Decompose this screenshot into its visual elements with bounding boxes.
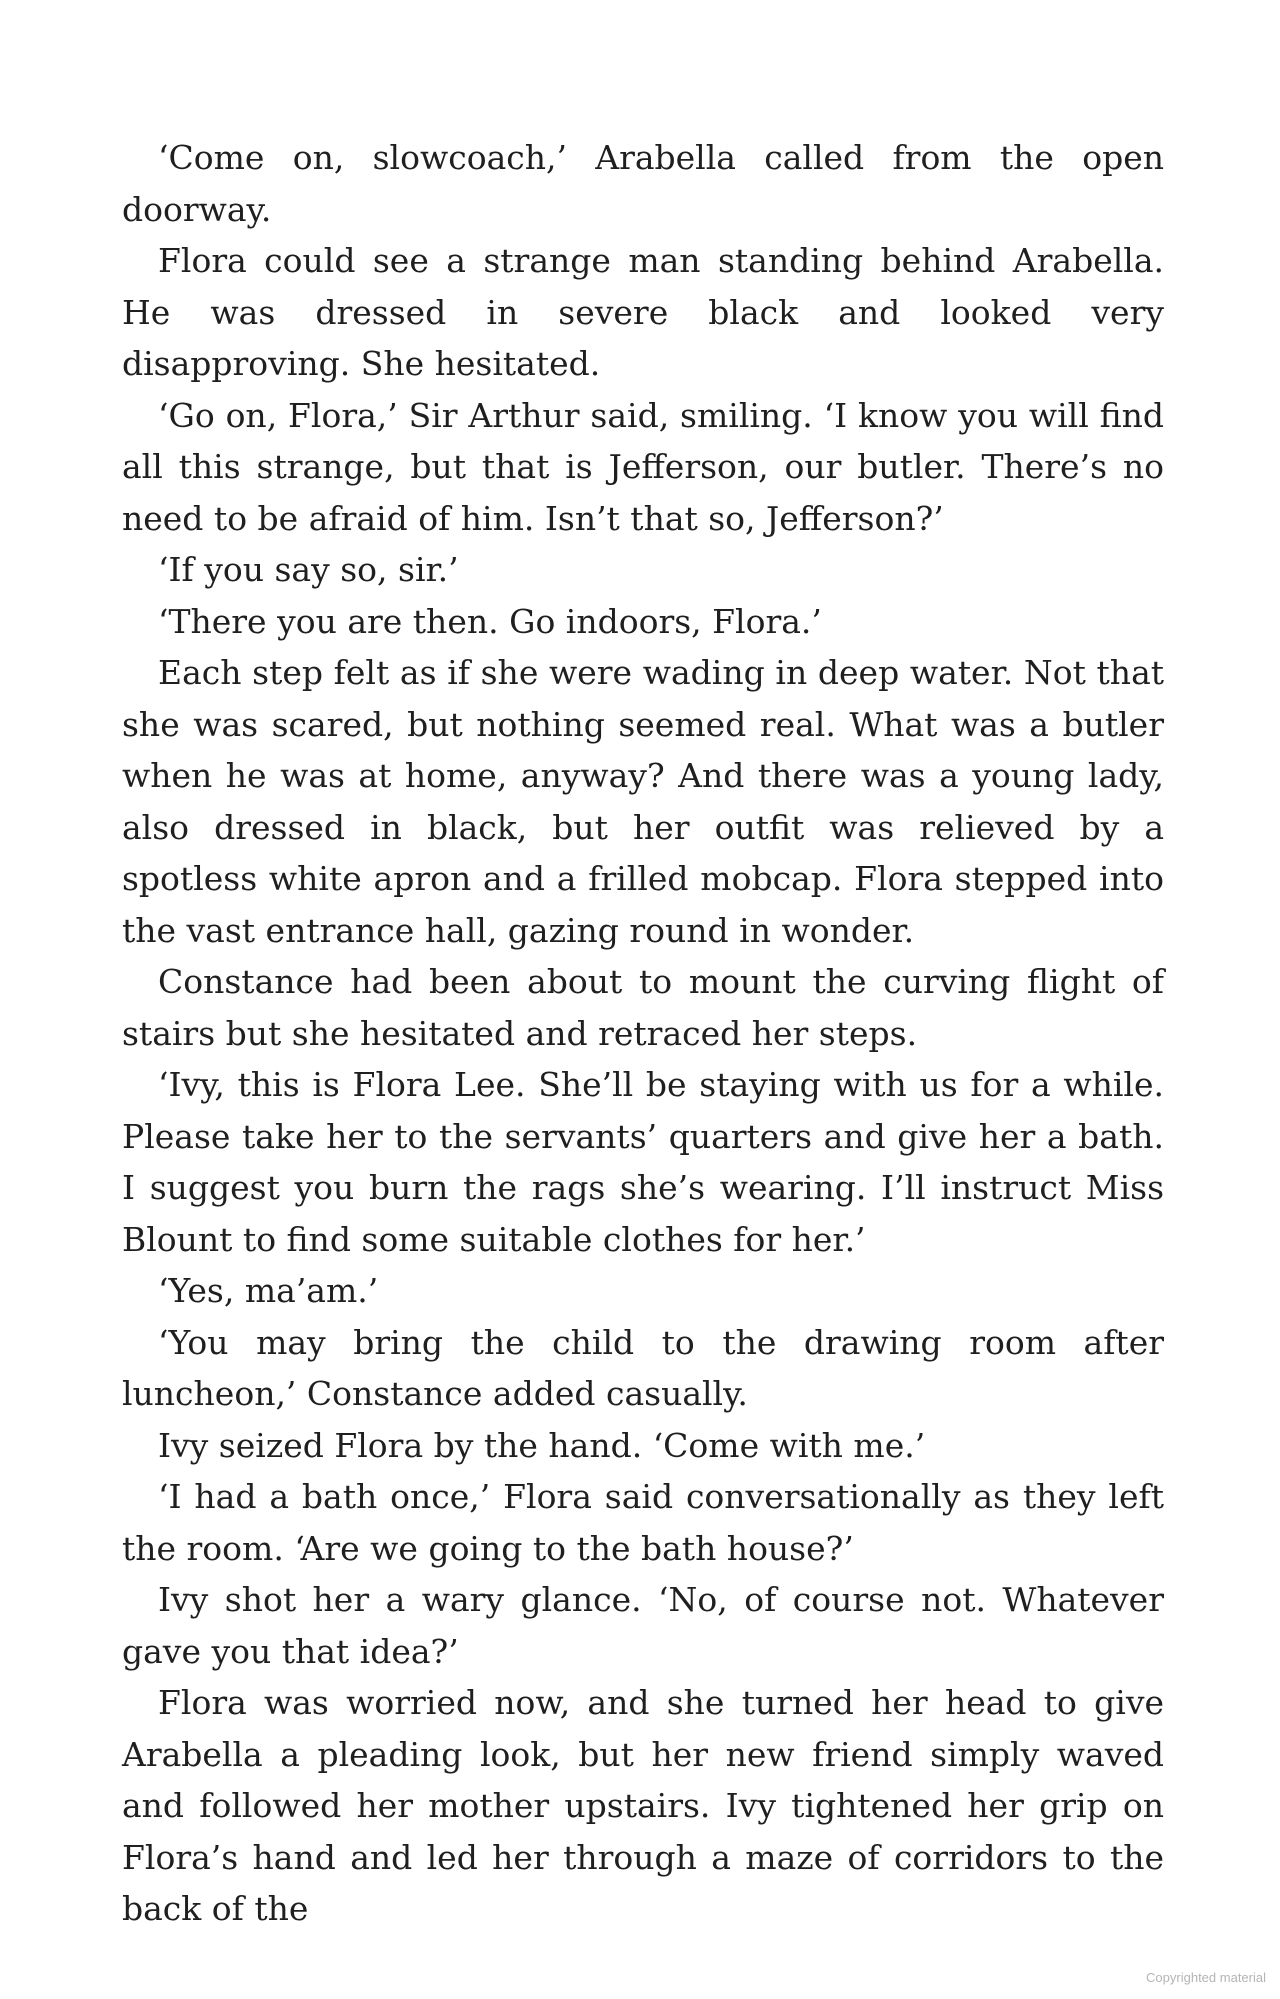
paragraph: ‘Go on, Flora,’ Sir Arthur said, smiling. ‘I know you will find all this strange, but that is Jefferson, our butler. There’s no need to be afraid of him. Isn’t that so, Jefferson?’ <box>122 395 1164 538</box>
paragraph: ‘There you are then. Go indoors, Flora.’ <box>158 601 822 641</box>
paragraph: Ivy seized Flora by the hand. ‘Come with me.’ <box>158 1425 926 1465</box>
paragraph: ‘I had a bath once,’ Flora said conversationally as they left the room. ‘Are we going to the bath house?’ <box>122 1477 1164 1568</box>
paragraph: ‘Ivy, this is Flora Lee. She’ll be staying with us for a while. Please take her to the servants’ quarters and give her a bath. I suggest you burn the rags she’s wearing. I’ll instruct Miss Blount to find some suitable clothes for her.’ <box>122 1065 1164 1259</box>
paragraph: Each step felt as if she were wading in deep water. Not that she was scared, but nothing seemed real. What was a butler when he was at home, anyway? And there was a young lady, also dressed in black, but her outfit was relieved by a spotless white apron and a frilled mobcap. Flora stepped into the vast entrance hall, gazing round in wonder. <box>122 653 1164 950</box>
book-page <box>122 132 1164 1935</box>
paragraph: ‘You may bring the child to the drawing room after luncheon,’ Constance added casually. <box>122 1322 1164 1413</box>
paragraph: Flora could see a strange man standing behind Arabella. He was dressed in severe black and looked very disapproving. She hesitated. <box>122 241 1164 383</box>
paragraph: ‘If you say so, sir.’ <box>158 550 459 589</box>
paragraph: Ivy shot her a wary glance. ‘No, of course not. Whatever gave you that idea?’ <box>122 1580 1164 1671</box>
paragraph: Flora was worried now, and she turned her head to give Arabella a pleading look, but her new friend simply waved and followed her mother upstairs. Ivy tightened her grip on Flora’s hand and led her through a maze of corridors to the back of the <box>122 1683 1164 1928</box>
paragraph: ‘Yes, ma’am.’ <box>158 1271 379 1310</box>
paragraph: Constance had been about to mount the curving flight of stairs but she hesitated and retraced her steps. <box>122 962 1164 1053</box>
copyright-watermark: Copyrighted material <box>1146 1970 1266 1985</box>
paragraph: ‘Come on, slowcoach,’ Arabella called from the open doorway. <box>122 138 1164 229</box>
